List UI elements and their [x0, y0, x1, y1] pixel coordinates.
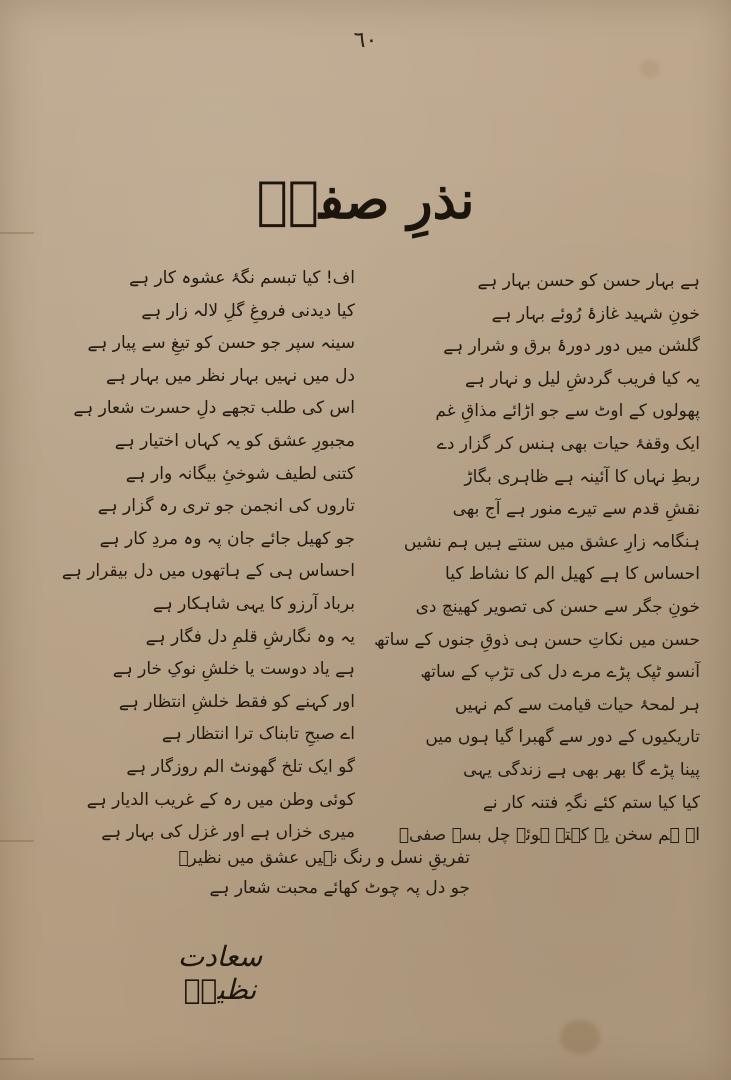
verse-line: اف! کیا تبسم نگۂ عشوہ کار ہے [129, 268, 355, 288]
verse-line: پھولوں کے اوٹ سے جو اڑائے مذاقِ غم [435, 401, 700, 422]
verse-line: ربطِ نہاں کا آئینہ ہے ظاہری بگاڑ [464, 466, 700, 487]
page-number: ٦٠ [353, 28, 378, 53]
author-signature: سعادت نظیرؔ [177, 940, 263, 1006]
verse-line: پینا پڑے گا بھر بھی ہے زندگی یہی [463, 759, 700, 780]
verse-line: کیا دیدنی فروغِ گلِ لالہ زار ہے [141, 300, 355, 321]
verse-line: تاریکیوں کے دور سے گھبرا گیا ہوں میں [425, 727, 700, 748]
verse-line: ایک وقفۂ حیات بھی ہنس کر گزار دے [436, 433, 700, 454]
verse-line: اے صبحِ تابناک ترا انتظار ہے [161, 724, 355, 745]
verse-line: دل میں نہیں بہار نظر میں بہار ہے [105, 365, 355, 386]
verse-line: مجبورِ عشق کو یہ کہاں اختیار ہے [114, 430, 355, 451]
verse-line: ہر لمحۂ حیات قیامت سے کم نہیں [454, 694, 700, 715]
paper-stain [560, 1020, 600, 1054]
verse-line: ہنگامہ زارِ عشق میں سنتے ہیں ہم نشیں [403, 531, 700, 552]
edge-mark [0, 1058, 34, 1060]
verse-line: میری خزاں ہے اور غزل کی بہار ہے [101, 822, 355, 843]
verse-line: خونِ جگر سے حسن کی تصویر کھینچ دی [415, 596, 700, 617]
verse-line: کوئی وطن میں رہ کے غریب الدیار ہے [86, 789, 355, 810]
verse-line: خونِ شہید غازۂ رُوئے بہار ہے [491, 303, 700, 324]
verse-line: گلشن میں دور دورۂ برق و شرار ہے [443, 336, 700, 357]
verse-line: اے ہم سخن یہ کہتے ہوئے چل بسے صفیؔ [398, 825, 700, 846]
edge-mark [0, 232, 34, 234]
verse-line: حسن میں نکاتِ حسن ہی ذوقِ جنوں کے ساتھ [374, 629, 700, 650]
verse-line: جو کھیل جائے جان پہ وہ مردِ کار ہے [99, 528, 355, 549]
verse-line: جو دل پہ چوٹ کھائے محبت شعار ہے [209, 878, 470, 898]
verse-line: یہ کیا فریب گردشِ لیل و نہار ہے [464, 368, 700, 389]
verse-line: سینہ سپر جو حسن کو تیغِ سے پیار ہے [87, 333, 355, 354]
right-column-verses [355, 265, 700, 852]
verse-line: احساس ہی کے ہاتھوں میں دل بیقرار ہے [61, 561, 355, 582]
verse-line: کتنی لطیف شوخیِٔ بیگانہ وار ہے [125, 463, 355, 484]
left-column-verses [61, 262, 355, 849]
verse-line: نقشِ قدم سے تیرے منور ہے آج بھی [452, 499, 700, 520]
verse-line: تفریقِ نسل و رنگ نہیں عشق میں نظیرؔ [178, 848, 470, 868]
verse-line: یہ وہ نگارشِ قلمِ دل فگار ہے [145, 626, 355, 647]
paper-stain [640, 60, 660, 78]
verse-line: گو ایک تلخ گھونٹ الم روزگار ہے [126, 756, 355, 777]
verse-line: ہے بہار حسن کو حسن بہار ہے [477, 271, 700, 291]
verse-line: احساس کا ہے کھیل الم کا نشاط کیا [445, 564, 700, 585]
poem-title: نذرِ صفیؔ [256, 170, 475, 231]
verse-line: کیا کیا ستم کئے نگہِ فتنہ کار نے [482, 792, 700, 813]
verse-line: تاروں کی انجمن جو تری رہ گزار ہے [97, 496, 355, 517]
closing-couplet [178, 843, 470, 903]
edge-mark [0, 840, 34, 842]
verse-line: آنسو ٹپک پڑے مرے دل کی تڑپ کے ساتھ [420, 662, 700, 683]
verse-line: ہے یاد دوست یا خلشِ نوکِ خار ہے [112, 659, 355, 680]
verse-line: اور کہنے کو فقط خلشِ انتظار ہے [118, 691, 355, 712]
verse-line: اس کی طلب تجھے دلِ حسرت شعار ہے [73, 398, 355, 419]
verse-line: برباد آرزو کا یہی شاہکار ہے [152, 593, 355, 614]
